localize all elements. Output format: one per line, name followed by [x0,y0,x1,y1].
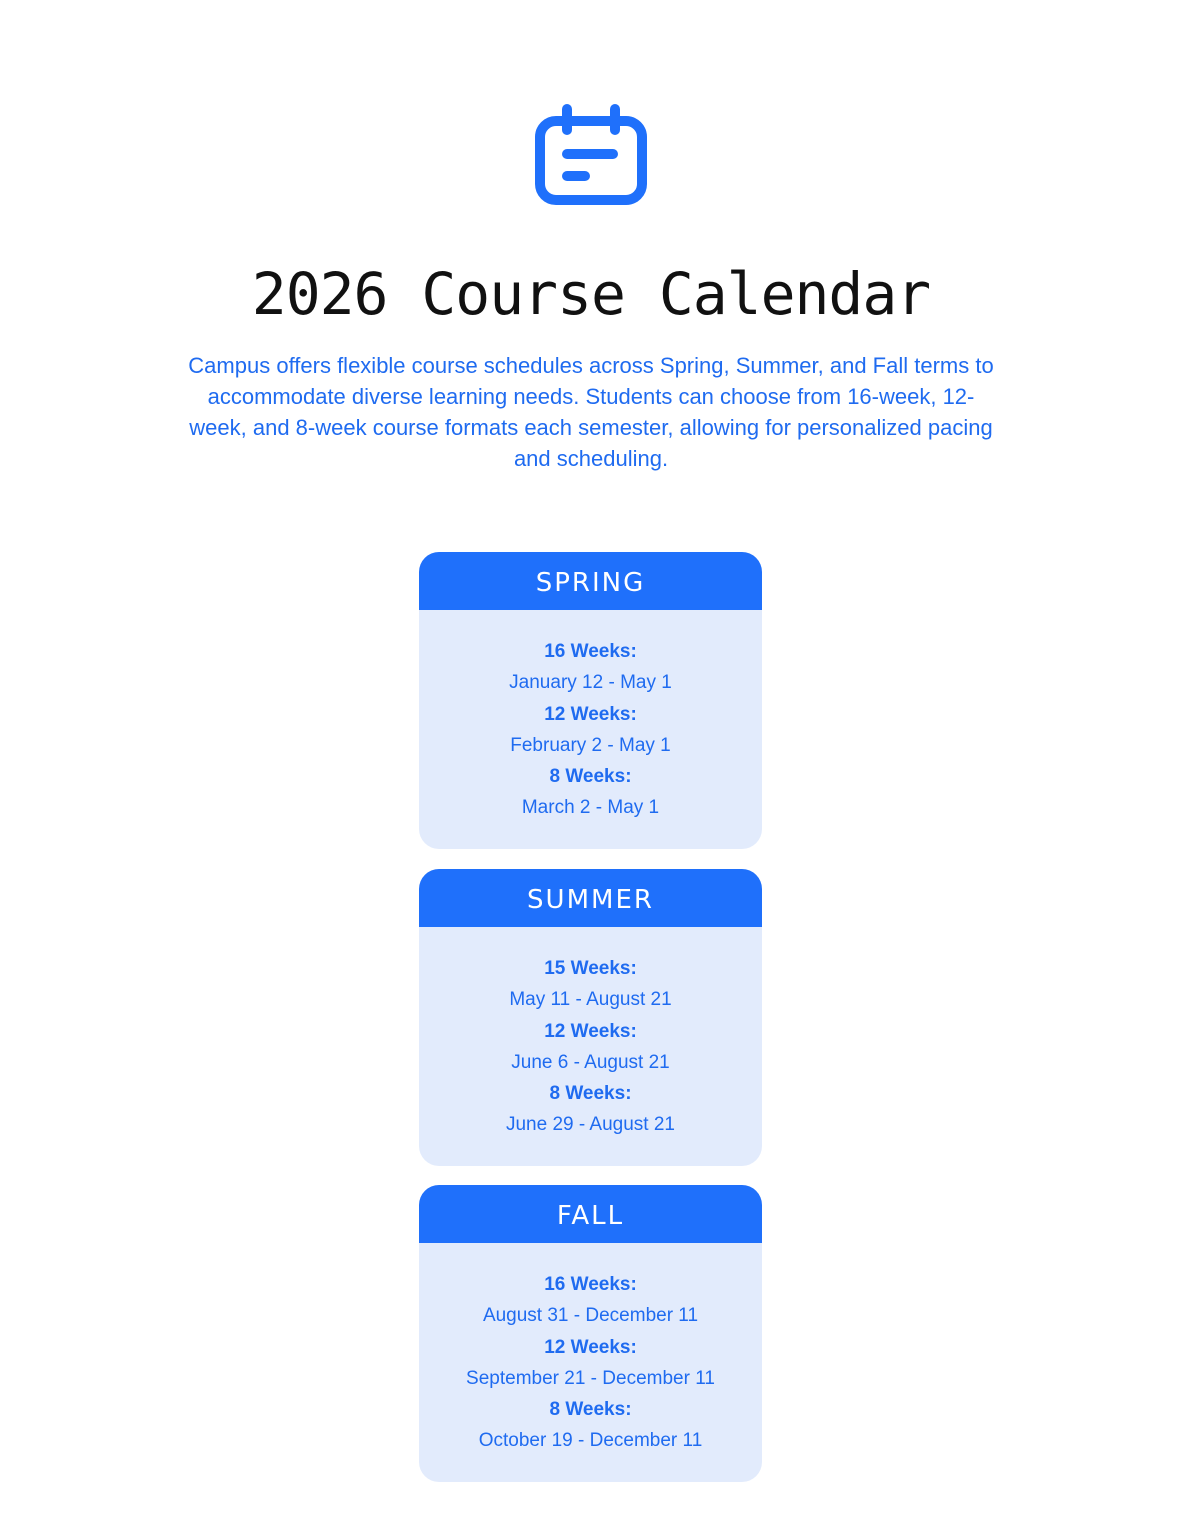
session-dates: June 6 - August 21 [511,1051,670,1073]
term-sessions [419,927,762,1141]
session-length: 15 Weeks: [544,958,637,979]
session-length: 12 Weeks: [544,1020,637,1042]
term-card-summer [419,869,762,1166]
term-card-fall [419,1185,762,1482]
term-header: SPRING [419,552,762,610]
session-dates: January 12 - May 1 [509,672,672,694]
session-dates: October 19 - December 11 [478,1430,703,1452]
session-dates: June 29 - August 21 [505,1114,675,1136]
session-length: 8 Weeks: [549,1399,632,1421]
session-length: 8 Weeks: [549,766,632,788]
session-dates: March 2 - May 1 [521,797,660,819]
term-sessions [419,1243,762,1457]
term-header: FALL [419,1185,762,1243]
term-sessions [419,610,762,824]
session-dates: September 21 - December 11 [466,1367,715,1389]
session-dates: May 11 - August 21 [509,989,672,1011]
session-length: 8 Weeks: [549,1083,632,1105]
term-card-spring [419,552,762,849]
session-length: 16 Weeks: [544,641,637,662]
session-dates: August 31 - December 11 [482,1305,699,1327]
calendar-icon [535,104,647,206]
page-title: 2026 Course Calendar [251,260,931,328]
session-dates: February 2 - May 1 [510,734,671,756]
intro-paragraph: Campus offers flexible course schedules across Spring, Summer, and Fall terms to accommodate diverse learning needs. Students can choose from 16-week, 12-week, and 8-week course formats each semester, allowing for personalized pacing and scheduling. [188,353,994,471]
session-length: 12 Weeks: [544,703,637,725]
session-length: 16 Weeks: [544,1274,637,1295]
term-header: SUMMER [419,869,762,927]
session-length: 12 Weeks: [544,1336,637,1358]
